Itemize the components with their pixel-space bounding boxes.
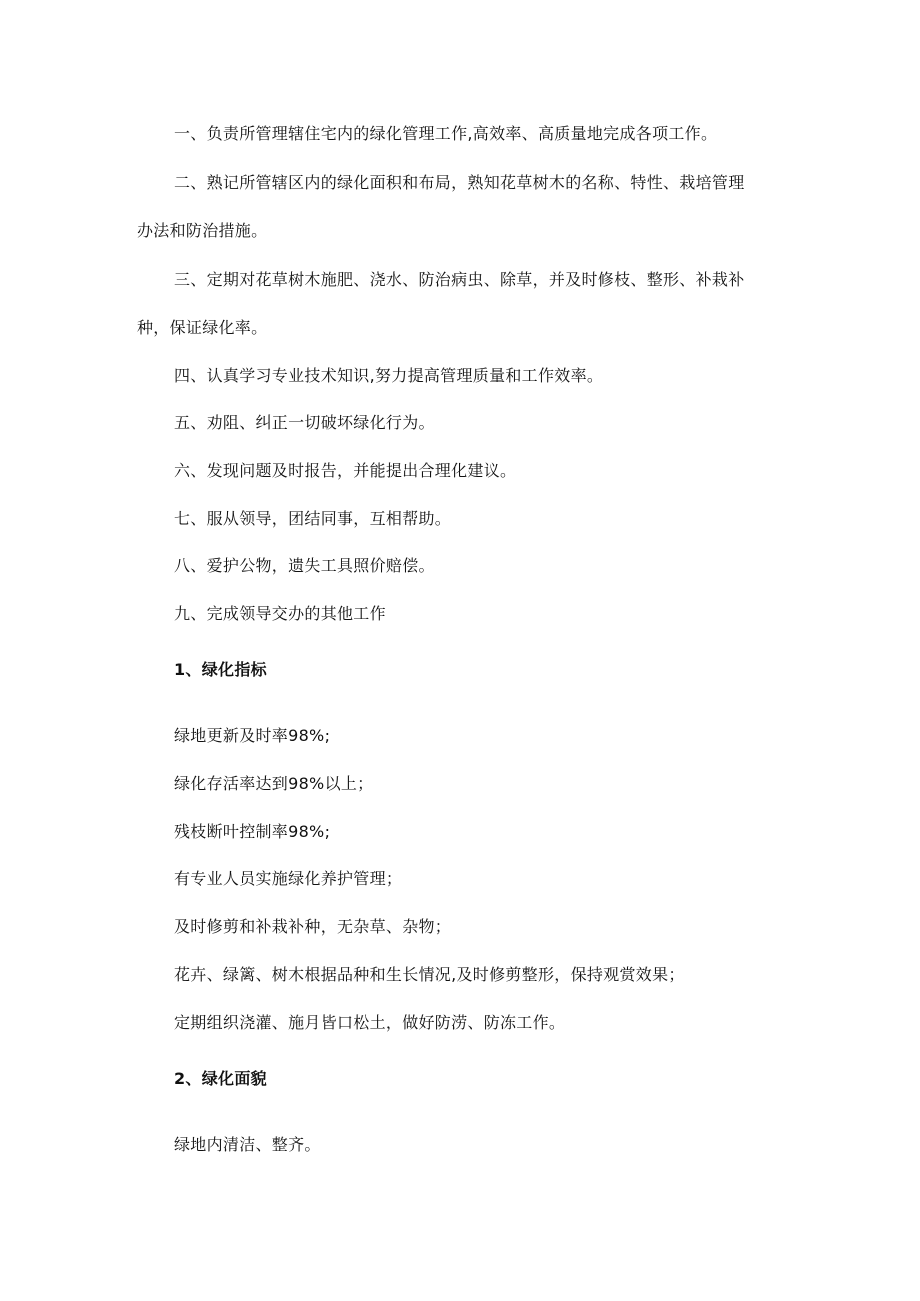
indicator-7: 定期组织浇灌、施月皆口松土，做好防涝、防冻工作。 <box>174 1013 566 1032</box>
appearance-1: 绿地内清洁、整齐。 <box>174 1135 321 1154</box>
duty-2: 二、熟记所管辖区内的绿化面积和布局，熟知花草树木的名称、特性、栽培管理 <box>174 173 745 192</box>
indicator-6: 花卉、绿篱、树木根据品种和生长情况,及时修剪整形，保持观赏效果； <box>174 965 685 984</box>
duty-8: 八、爱护公物，遗失工具照价赔偿。 <box>174 556 435 575</box>
duty-3: 三、定期对花草树木施肥、浇水、防治病虫、除草，并及时修枝、整形、补栽补 <box>174 270 745 289</box>
duty-5: 五、劝阻、纠正一切破坏绿化行为。 <box>174 413 435 432</box>
section-heading-indicators: 1、绿化指标 <box>174 660 267 679</box>
duty-4: 四、认真学习专业技术知识,努力提高管理质量和工作效率。 <box>174 366 604 385</box>
duty-2-continued: 办法和防治措施。 <box>137 221 268 240</box>
indicator-2: 绿化存活率达到98%以上； <box>174 774 374 793</box>
indicator-1: 绿地更新及时率98%; <box>174 726 331 745</box>
indicator-4: 有专业人员实施绿化养护管理； <box>174 869 403 888</box>
indicator-3: 残枝断叶控制率98%; <box>174 822 331 841</box>
duty-1: 一、负责所管理辖住宅内的绿化管理工作,高效率、高质量地完成各项工作。 <box>174 124 718 143</box>
duty-9: 九、完成领导交办的其他工作 <box>174 604 386 623</box>
duty-3-continued: 种，保证绿化率。 <box>137 318 268 337</box>
section-heading-appearance: 2、绿化面貌 <box>174 1069 267 1088</box>
indicator-5: 及时修剪和补栽补种，无杂草、杂物； <box>174 917 452 936</box>
duty-7: 七、服从领导，团结同事，互相帮助。 <box>174 509 452 528</box>
duty-6: 六、发现问题及时报告，并能提出合理化建议。 <box>174 461 517 480</box>
